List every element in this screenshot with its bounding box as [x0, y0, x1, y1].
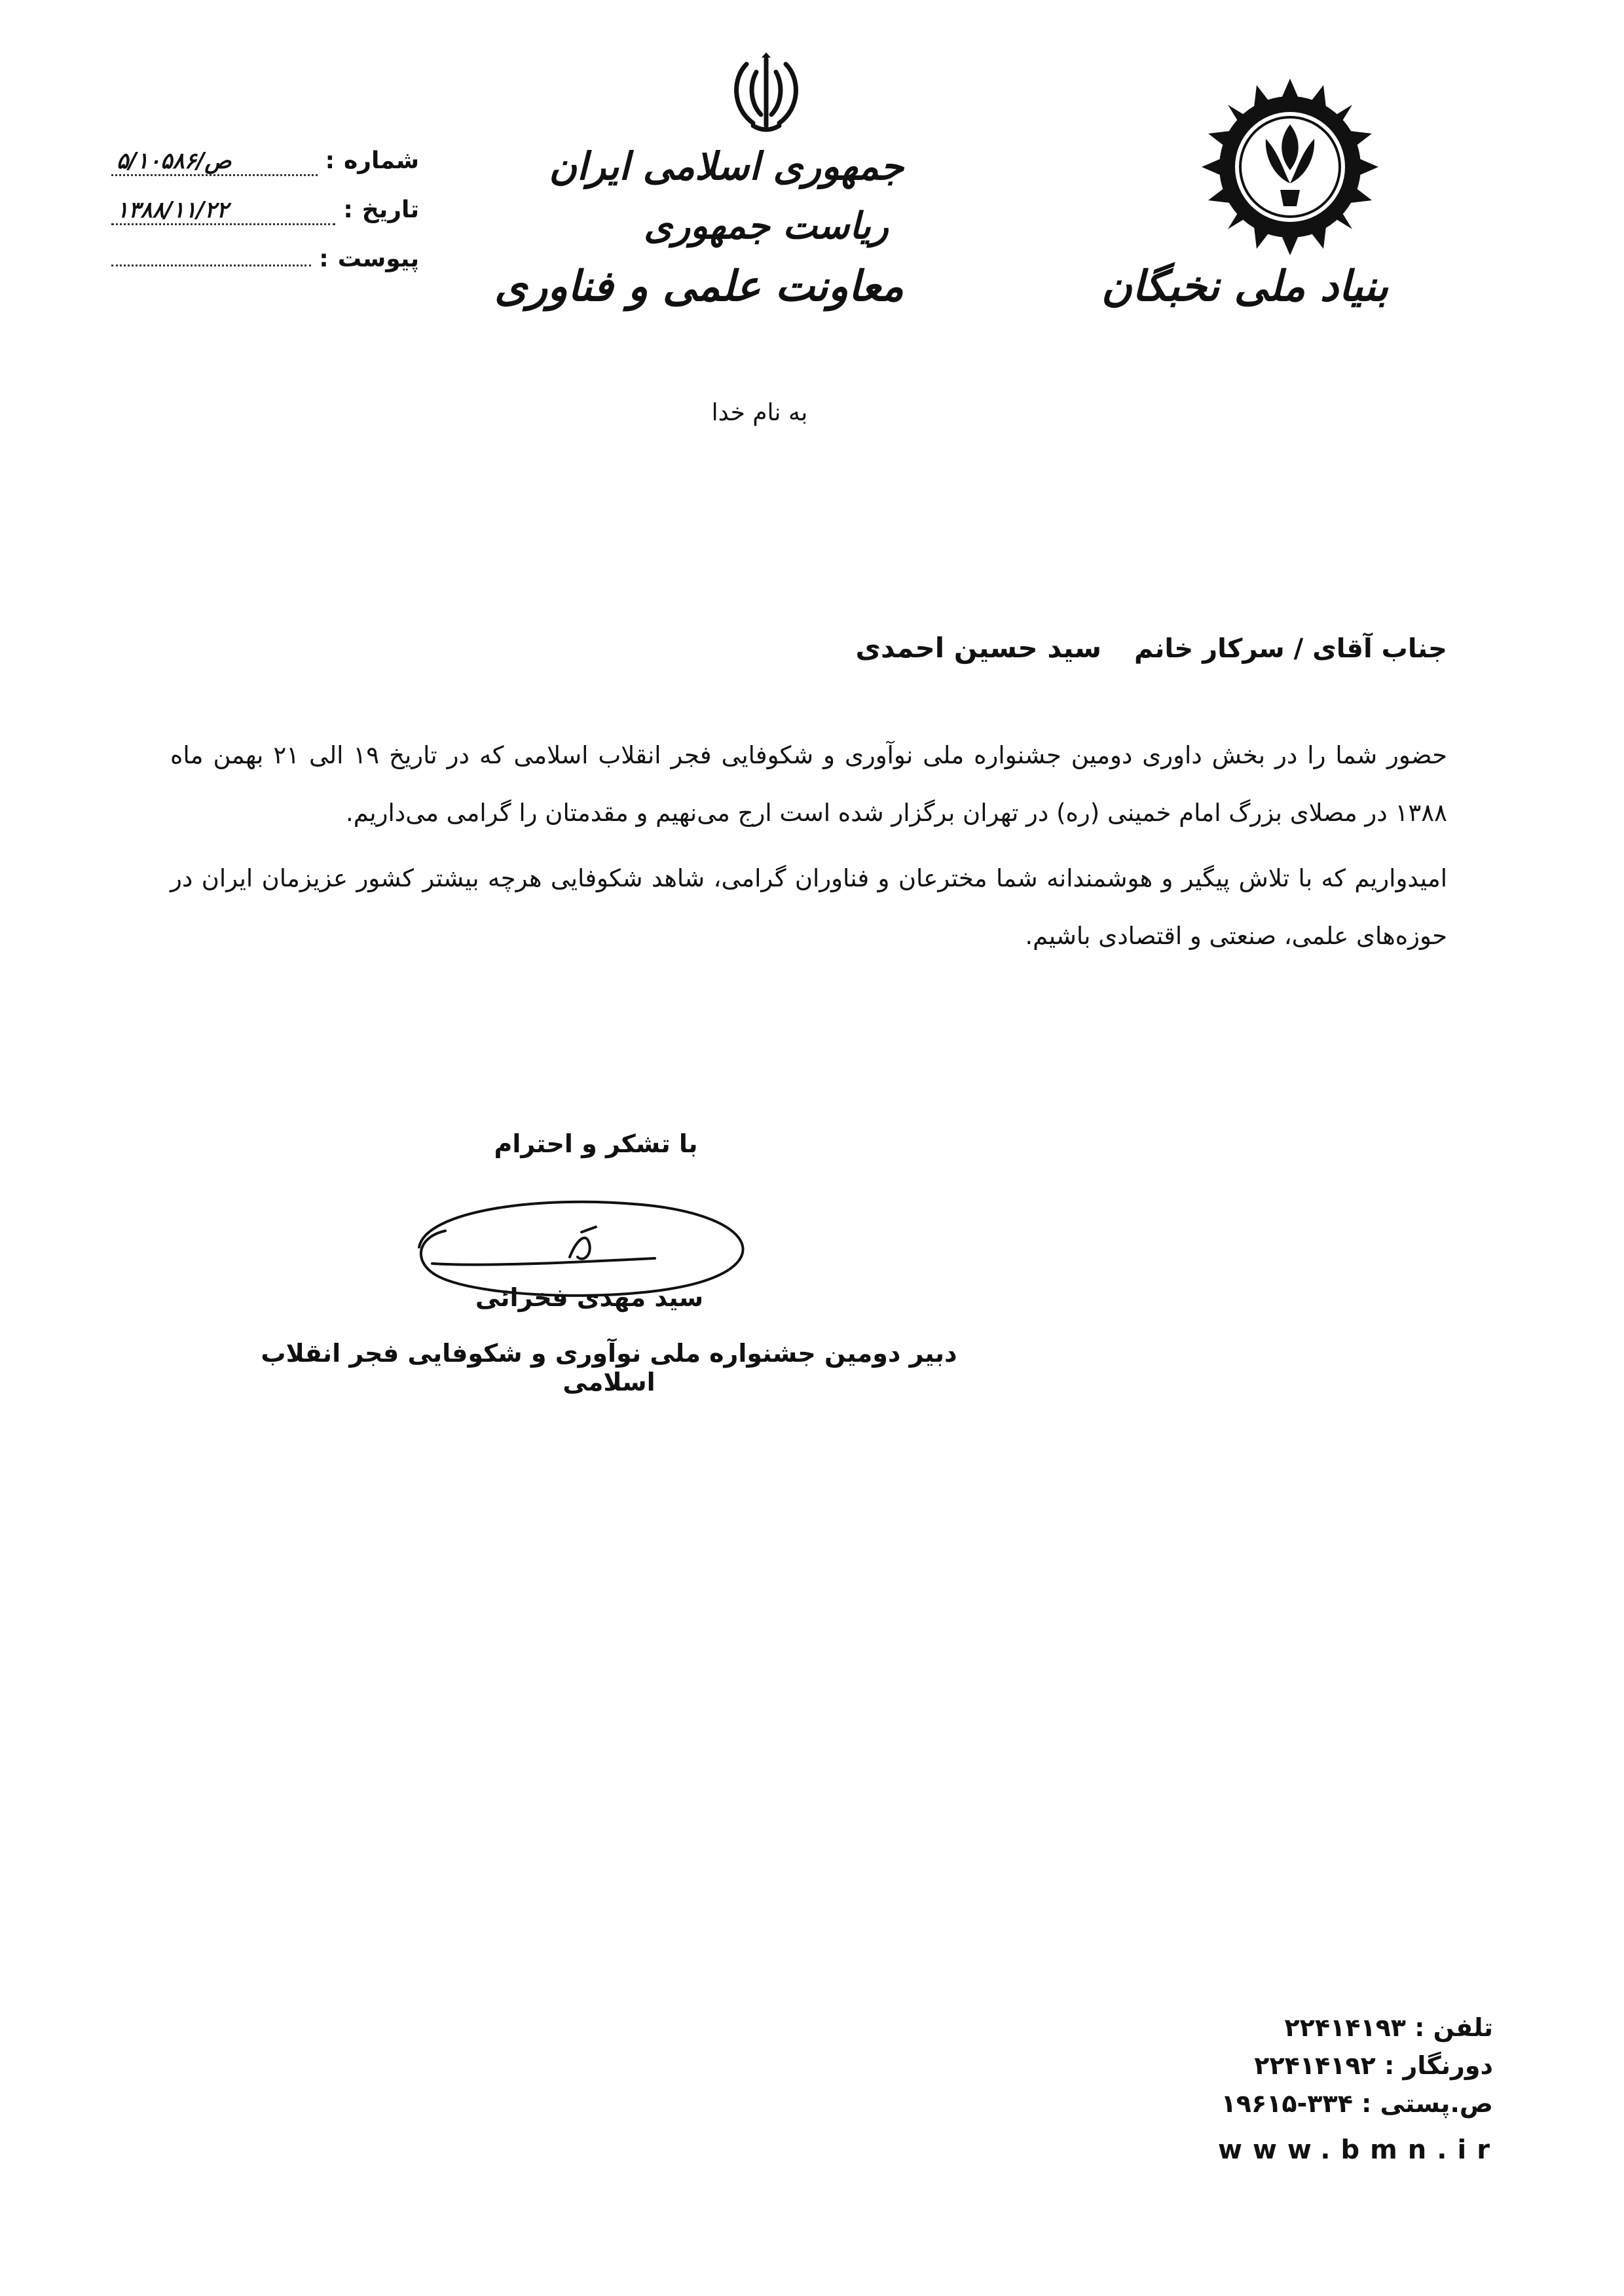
- salutation-prefix: جناب آقای / سرکار خانم: [1134, 634, 1447, 664]
- letter-date-row: تاریخ : ۱۳۸۸/۱۱/۲۲: [111, 196, 419, 236]
- signer-title: دبیر دومین جشنواره ملی نوآوری و شکوفایی فجر انقلاب اسلامی: [261, 1339, 957, 1396]
- fax-label: دورنگار :: [1384, 2051, 1493, 2080]
- pobox-row: [1218, 2089, 1493, 2127]
- fax-value: ۲۲۴۱۴۱۹۲: [1254, 2051, 1376, 2080]
- signer-name: سید مهدی فخرائی: [475, 1283, 704, 1312]
- bmn-logo: [1101, 79, 1388, 327]
- basmala: به نام خدا: [711, 399, 808, 426]
- phone-value: ۲۲۴۱۴۱۹۳: [1284, 2013, 1406, 2042]
- letter-body: [170, 727, 1447, 973]
- letter-date-label: تاریخ: [361, 196, 419, 223]
- letter-date-value: ۱۳۸۸/۱۱/۲۲: [111, 197, 335, 225]
- letter-number-value: ۵/۱۰۵۸۶/ص: [111, 148, 318, 176]
- letterhead-line-1: جمهوری اسلامی ایران: [549, 144, 904, 189]
- bmn-org-name: بنیاد ملی نخبگان: [1101, 262, 1388, 311]
- letter-number-label: شماره: [343, 147, 419, 174]
- letter-attachment-row: پیوست :: [111, 246, 419, 285]
- iran-emblem-icon: [720, 52, 812, 137]
- letterhead-line-3: معاونت علمی و فناوری: [494, 262, 904, 311]
- phone-label: تلفن :: [1414, 2013, 1493, 2042]
- pobox-label: ص.پستی :: [1361, 2089, 1493, 2118]
- pobox-value: ۱۹۶۱۵-۳۳۴: [1221, 2089, 1353, 2118]
- closing-phrase: با تشکر و احترام: [494, 1129, 698, 1158]
- bmn-emblem-icon: [1202, 79, 1378, 255]
- letter-attachment-label: پیوست: [337, 246, 419, 272]
- recipient-name: سید حسین احمدی: [855, 632, 1102, 664]
- body-paragraph-1: حضور شما را در بخش داوری دومین جشنواره ملی نوآوری و شکوفایی فجر انقلاب اسلامی که در تاریخ ۱۹ الی ۲۱ بهمن ماه ۱۳۸۸ در مصلای بزرگ امام خمینی (ره) در تهران برگزار شده است ارج می‌نهیم و مقدمتان را گرامی می‌داریم.: [170, 741, 1447, 827]
- body-paragraph-2: امیدواریم که با تلاش پیگیر و هوشمندانه شما مخترعان و فناوران گرامی، شاهد شکوفایی هرچه بیشتر کشور عزیزمان ایران در حوزه‌های علمی، صنعتی و اقتصادی باشیم.: [170, 864, 1447, 950]
- salutation: [856, 632, 1447, 664]
- website-link[interactable]: www.bmn.ir: [1218, 2135, 1500, 2165]
- phone-row: [1218, 2013, 1493, 2051]
- letter-attachment-value: [111, 264, 311, 266]
- letter-number-row: شماره : ۵/۱۰۵۸۶/ص: [111, 147, 419, 187]
- contact-info: [1218, 2013, 1500, 2165]
- fax-row: [1218, 2051, 1493, 2089]
- letterhead-line-2: ریاست جمهوری: [644, 204, 889, 247]
- letterhead-center: [494, 52, 904, 311]
